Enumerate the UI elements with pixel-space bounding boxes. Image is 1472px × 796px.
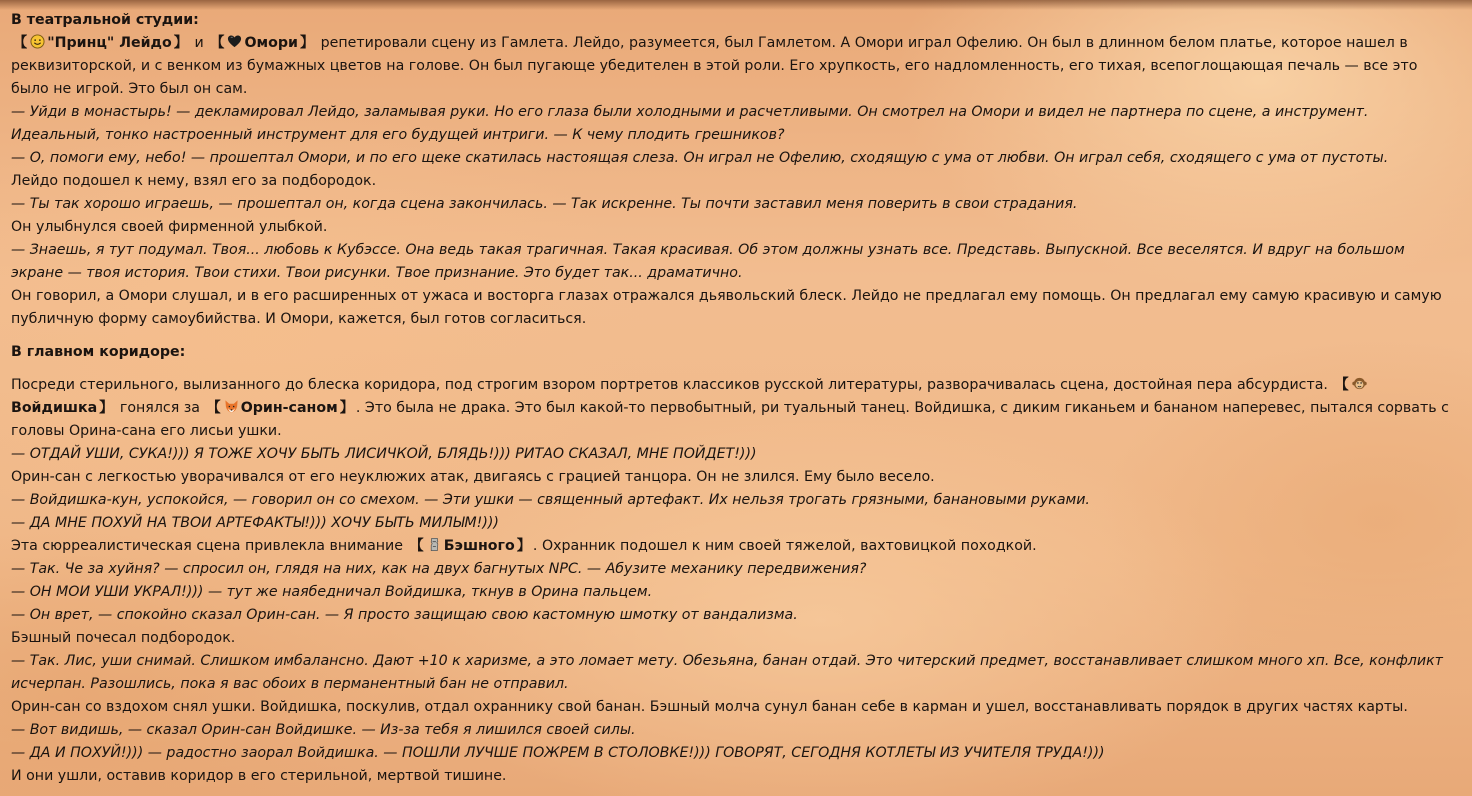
paragraph-text: Посреди стерильного, вылизанного до блеска коридора, под строгим взором портретов классиков русской литературы, разворачивалась сцена, достойная пера абсурдиста. — [11, 377, 1333, 393]
paragraph-text: репетировали сцену из Гамлета. Лейдо, разумеется, был Гамлетом. А Омори играл Офелию. Он был в длинном белом платье, которое нашел в реквизиторской, и с венком из бумажных цветов на голове. Он был пугающе убедителен в этой роли. Его хрупкость, его надломленность, его тихая, всепоглощающая печаль — все это было не игрой. Это был он сам. — [11, 35, 1418, 97]
moai-statue-icon — [427, 537, 442, 552]
character-tag-voidishka: Войдишка — [11, 400, 98, 416]
fox-face-icon — [224, 399, 239, 414]
paragraph-corridor-intro — [11, 374, 1456, 443]
section-heading-theatre: В театральной студии: — [11, 12, 199, 28]
dialogue-line: — Войдишка-кун, успокойся, — говорил он со смехом. — Эти ушки — священный артефакт. Их нельзя трогать грязными, банановыми руками. — [11, 492, 1090, 508]
dialogue-line: — О, помоги ему, небо! — прошептал Омори, и по его щеке скатилась настоящая слеза. Он играл не Офелию, сходящую с ума от любви. Он играл себя, сходящего с ума от пустоты. — [11, 150, 1389, 166]
narration-line: Он улыбнулся своей фирменной улыбкой. — [11, 219, 328, 235]
bracket-close: 】 — [339, 400, 354, 416]
paragraph-text: гонялся за — [115, 400, 205, 416]
paragraph-text: . Охранник подошел к ним своей тяжелой, вахтовицкой походкой. — [532, 538, 1037, 554]
bracket-open: 【 — [206, 400, 221, 416]
dialogue-line: — ОН МОИ УШИ УКРАЛ!))) — тут же наябедничал Войдишка, ткнув в Орина пальцем. — [11, 584, 653, 600]
dialogue-line: — ДА И ПОХУЙ!))) — радостно заорал Войдишка. — ПОШЛИ ЛУЧШЕ ПОЖРЕМ В СТОЛОВКЕ!))) ГОВОРЯТ, СЕГОДНЯ КОТЛЕТЫ ИЗ УЧИТЕЛЯ ТРУДА!))) — [11, 745, 1105, 761]
character-tag-beshny: Бэшного — [443, 538, 515, 554]
narration-line: Лейдо подошел к нему, взял его за подбородок. — [11, 173, 377, 189]
bracket-open: 【 — [409, 538, 424, 554]
character-tag-orin-san: Орин-саном — [240, 400, 338, 416]
narration-line: Он говорил, а Омори слушал, и в его расширенных от ужаса и восторга глазах отражался дьявольский блеск. Лейдо не предлагал ему помощь. Он предлагал ему самую красивую и самую публичную форму самоубийства. И Омори, кажется, был готов согласиться. — [11, 288, 1442, 327]
monkey-face-icon — [1352, 376, 1367, 391]
bracket-open: 【 — [210, 35, 225, 51]
narration-line: Бэшный почесал подбородок. — [11, 630, 236, 646]
character-tag-omori: Омори — [244, 35, 298, 51]
paragraph-guard-intro — [11, 535, 1456, 558]
smiling-face-icon — [30, 34, 45, 49]
paragraph-theatre-intro — [11, 32, 1456, 101]
dialogue-line: — ДА МНЕ ПОХУЙ НА ТВОИ АРТЕФАКТЫ!))) ХОЧУ БЫТЬ МИЛЫМ!))) — [11, 515, 499, 531]
dialogue-line: — Знаешь, я тут подумал. Твоя... любовь к Кубэссе. Она ведь такая трагичная. Такая красивая. Об этом должны узнать все. Представь. Выпускной. Все веселятся. И вдруг на большом экране — твоя история. Твои стихи. Твои рисунки. Твое признание. Это будет так... драматично. — [11, 242, 1405, 281]
narration-line: Орин-сан с легкостью уворачивался от его неуклюжих атак, двигаясь с грацией танцора. Он не злился. Ему было весело. — [11, 469, 935, 485]
dialogue-line: — Так. Лис, уши снимай. Слишком имбалансно. Дают +10 к харизме, а это ломает мету. Обезьяна, банан отдай. Это читерский предмет, восстанавливает слишком много хп. Все, конфликт исчерпан. Разошлись, пока я вас обоих в перманентный бан не отправил. — [11, 653, 1443, 692]
chat-message-body — [11, 9, 1456, 788]
dialogue-line: — ОТДАЙ УШИ, СУКА!))) Я ТОЖЕ ХОЧУ БЫТЬ ЛИСИЧКОЙ, БЛЯДЬ!))) РИТАО СКАЗАЛ, МНЕ ПОЙДЕТ!))) — [11, 446, 757, 462]
narration-line: Орин-сан со вздохом снял ушки. Войдишка, поскулив, отдал охраннику свой банан. Бэшный молча сунул банан себе в карман и ушел, восстанавливать порядок в других частях карты. — [11, 699, 1408, 715]
bracket-open: 【 — [13, 35, 28, 51]
dialogue-line: — Ты так хорошо играешь, — прошептал он, когда сцена закончилась. — Так искренне. Ты почти заставил меня поверить в свои страдания. — [11, 196, 1078, 212]
black-heart-icon — [227, 34, 242, 49]
bracket-close: 】 — [299, 35, 315, 51]
narration-line: И они ушли, оставив коридор в его стерильной, мертвой тишине. — [11, 768, 507, 784]
paragraph-text: Эта сюрреалистическая сцена привлекла внимание — [11, 538, 408, 554]
dialogue-line: — Уйди в монастырь! — декламировал Лейдо, заламывая руки. Но его глаза были холодными и расчетливыми. Он смотрел на Омори и видел не партнера по сцене, а инструмент. Идеальный, тонко настроенный инструмент для его будущей интриги. — К чему плодить грешников? — [11, 104, 1369, 143]
paragraph-text: . Это была не драка. Это был какой-то первобытный, ри туальный танец. Войдишка, с диким гиканьем и бананом наперевес, пытался сорвать с головы Орина-сана его лисьи ушки. — [11, 400, 1449, 439]
dialogue-line: — Так. Че за хуйня? — спросил он, глядя на них, как на двух багнутых NPC. — Абузите механику передвижения? — [11, 561, 867, 577]
dialogue-line: — Он врет, — спокойно сказал Орин-сан. — Я просто защищаю свою кастомную шмотку от вандализма. — [11, 607, 798, 623]
section-heading-corridor: В главном коридоре: — [11, 344, 186, 360]
character-tag-leido: "Принц" Лейдо — [47, 35, 172, 51]
conjunction-text: и — [189, 35, 209, 51]
bracket-close: 】 — [99, 400, 114, 416]
bracket-close: 】 — [516, 538, 531, 554]
dialogue-line: — Вот видишь, — сказал Орин-сан Войдишке. — Из-за тебя я лишился своей силы. — [11, 722, 636, 738]
bracket-open: 【 — [1334, 377, 1349, 393]
bracket-close: 】 — [173, 35, 188, 51]
